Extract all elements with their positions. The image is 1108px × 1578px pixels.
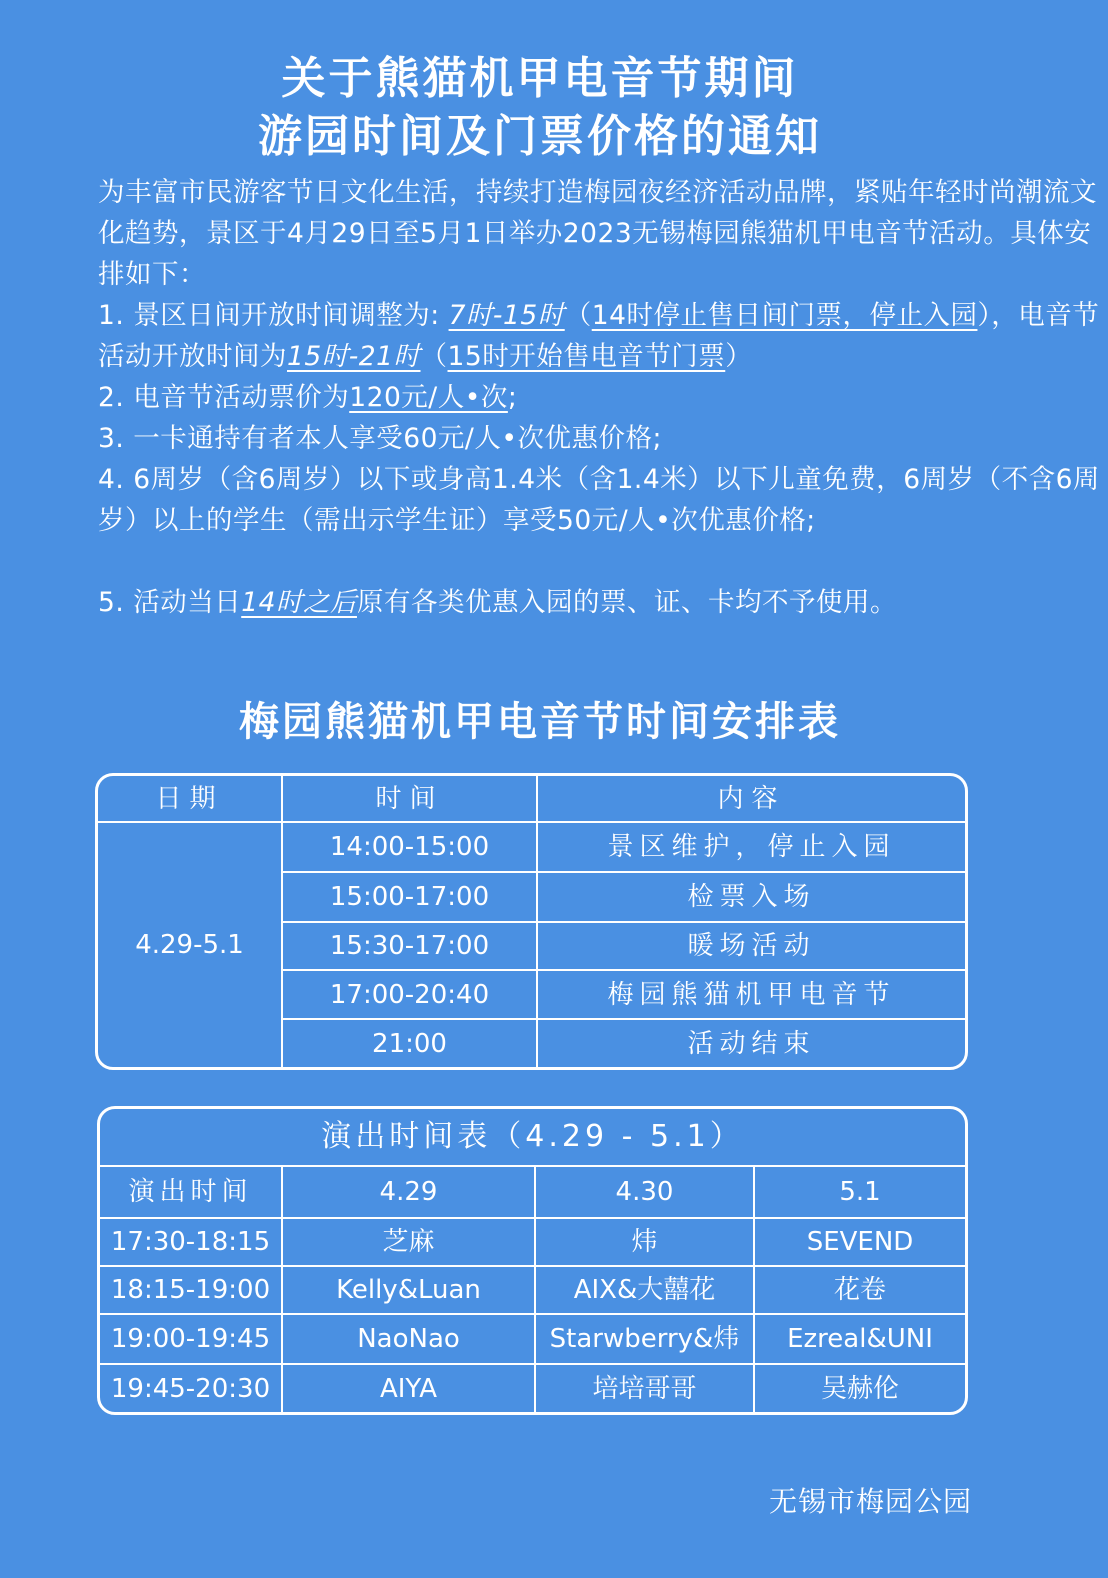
- table-row: [100, 1267, 965, 1315]
- performance-table: [97, 1106, 968, 1415]
- intro-paragraph: 为丰富市民游客节日文化生活，持续打造梅园夜经济活动品牌，紧贴年轻时尚潮流文化趋势，景区于4月29日至5月1日举办2023无锡梅园熊猫机甲电音节活动。具体安排如下：: [98, 177, 1097, 290]
- schedule-header-time: 时间: [283, 776, 538, 823]
- schedule-header-date: 日期: [98, 776, 283, 823]
- item-5-time: 14时之后: [241, 587, 357, 618]
- item-1-daytime-hours: 7时-15时: [448, 300, 565, 331]
- performance-act-day2: 培培哥哥: [536, 1365, 755, 1412]
- table-row: [100, 1365, 965, 1412]
- performance-act-day1: AIYA: [283, 1365, 536, 1412]
- item-1-festival-hours: 15时-21时: [287, 341, 421, 372]
- schedule-content: 景区维护，停止入园: [538, 823, 965, 873]
- item-1: [38, 295, 1108, 377]
- performance-act-day1: Kelly&Luan: [283, 1267, 536, 1315]
- performance-act-day2: AIX&大囍花: [536, 1267, 755, 1315]
- performance-header-day2: 4.30: [536, 1167, 755, 1219]
- item-2-price: 120元/人•次: [349, 382, 508, 413]
- performance-act-day2: Starwberry&炜: [536, 1315, 755, 1365]
- performance-title-row: [100, 1109, 965, 1167]
- item-5-text-2: 原有各类优惠入园的票、证、卡均不予使用。: [356, 587, 897, 618]
- schedule-time: 14:00-15:00: [283, 823, 538, 873]
- performance-time: 19:45-20:30: [100, 1365, 283, 1412]
- performance-header-time: 演出时间: [100, 1167, 283, 1219]
- item-1-daytime-note: 14时停止售日间门票，停止入园: [591, 300, 978, 331]
- performance-time: 18:15-19:00: [100, 1267, 283, 1315]
- item-2-end: ;: [507, 382, 518, 413]
- schedule-time: 15:00-17:00: [283, 873, 538, 923]
- performance-title: 演出时间表（4.29 - 5.1）: [100, 1109, 965, 1167]
- schedule-table: [95, 773, 968, 1070]
- item-5: [38, 582, 1108, 623]
- schedule-date: 4.29-5.1: [98, 823, 283, 1067]
- item-1-paren-open: （: [564, 300, 592, 331]
- schedule-content: 暖场活动: [538, 923, 965, 971]
- performance-act-day3: 吴赫伦: [820, 1373, 899, 1404]
- performance-header-day1: 4.29: [283, 1167, 536, 1219]
- item-2: [38, 377, 1108, 418]
- performance-header-row: [100, 1167, 965, 1219]
- schedule-time: 17:00-20:40: [283, 971, 538, 1020]
- item-1-text-2: ），电音节活动开放时间为: [98, 300, 1100, 372]
- item-1-paren-close: ）: [725, 341, 753, 372]
- item-3: 3. 一卡通持有者本人享受60元/人•次优惠价格;: [98, 423, 662, 454]
- performance-act-day3: SEVEND: [755, 1219, 965, 1267]
- schedule-title: 梅园熊猫机甲电音节时间安排表: [239, 699, 841, 745]
- item-2-text: 2. 电音节活动票价为: [98, 382, 350, 413]
- schedule-content: 梅园熊猫机甲电音节: [538, 971, 965, 1020]
- performance-act-day1: 芝麻: [283, 1219, 536, 1267]
- schedule-header-row: [98, 776, 965, 823]
- performance-time: 17:30-18:15: [100, 1219, 283, 1267]
- schedule-content: 检票入场: [538, 873, 965, 923]
- performance-act-day3: Ezreal&UNI: [755, 1315, 965, 1365]
- schedule-content: 活动结束: [687, 1028, 816, 1059]
- item-1-text: 1. 景区日间开放时间调整为:: [98, 300, 449, 331]
- item-1-paren-open-2: （: [420, 341, 448, 372]
- performance-act-day1: NaoNao: [283, 1315, 536, 1365]
- table-row: [98, 823, 965, 873]
- item-1-festival-note: 15时开始售电音节门票: [447, 341, 726, 372]
- table-row: [100, 1315, 965, 1365]
- notice-title-line1: 关于熊猫机甲电音节期间: [281, 53, 799, 104]
- schedule-header-content: 内容: [538, 776, 965, 823]
- item-4: 4. 6周岁（含6周岁）以下或身高1.4米（含1.4米）以下儿童免费，6周岁（不含6周岁）以上的学生（需出示学生证）享受50元/人•次优惠价格;: [98, 464, 1100, 536]
- table-row: [100, 1219, 965, 1267]
- item-5-text: 5. 活动当日: [98, 587, 242, 618]
- performance-header-day3: 5.1: [755, 1167, 965, 1219]
- notice-title-line2: 游园时间及门票价格的通知: [258, 111, 822, 162]
- performance-act-day3: 花卷: [755, 1267, 965, 1315]
- schedule-time: 21:00: [283, 1020, 538, 1067]
- performance-time: 19:00-19:45: [100, 1315, 283, 1365]
- footer-organization: 无锡市梅园公园: [768, 1485, 972, 1518]
- schedule-time: 15:30-17:00: [283, 923, 538, 971]
- performance-act-day2: 炜: [536, 1219, 755, 1267]
